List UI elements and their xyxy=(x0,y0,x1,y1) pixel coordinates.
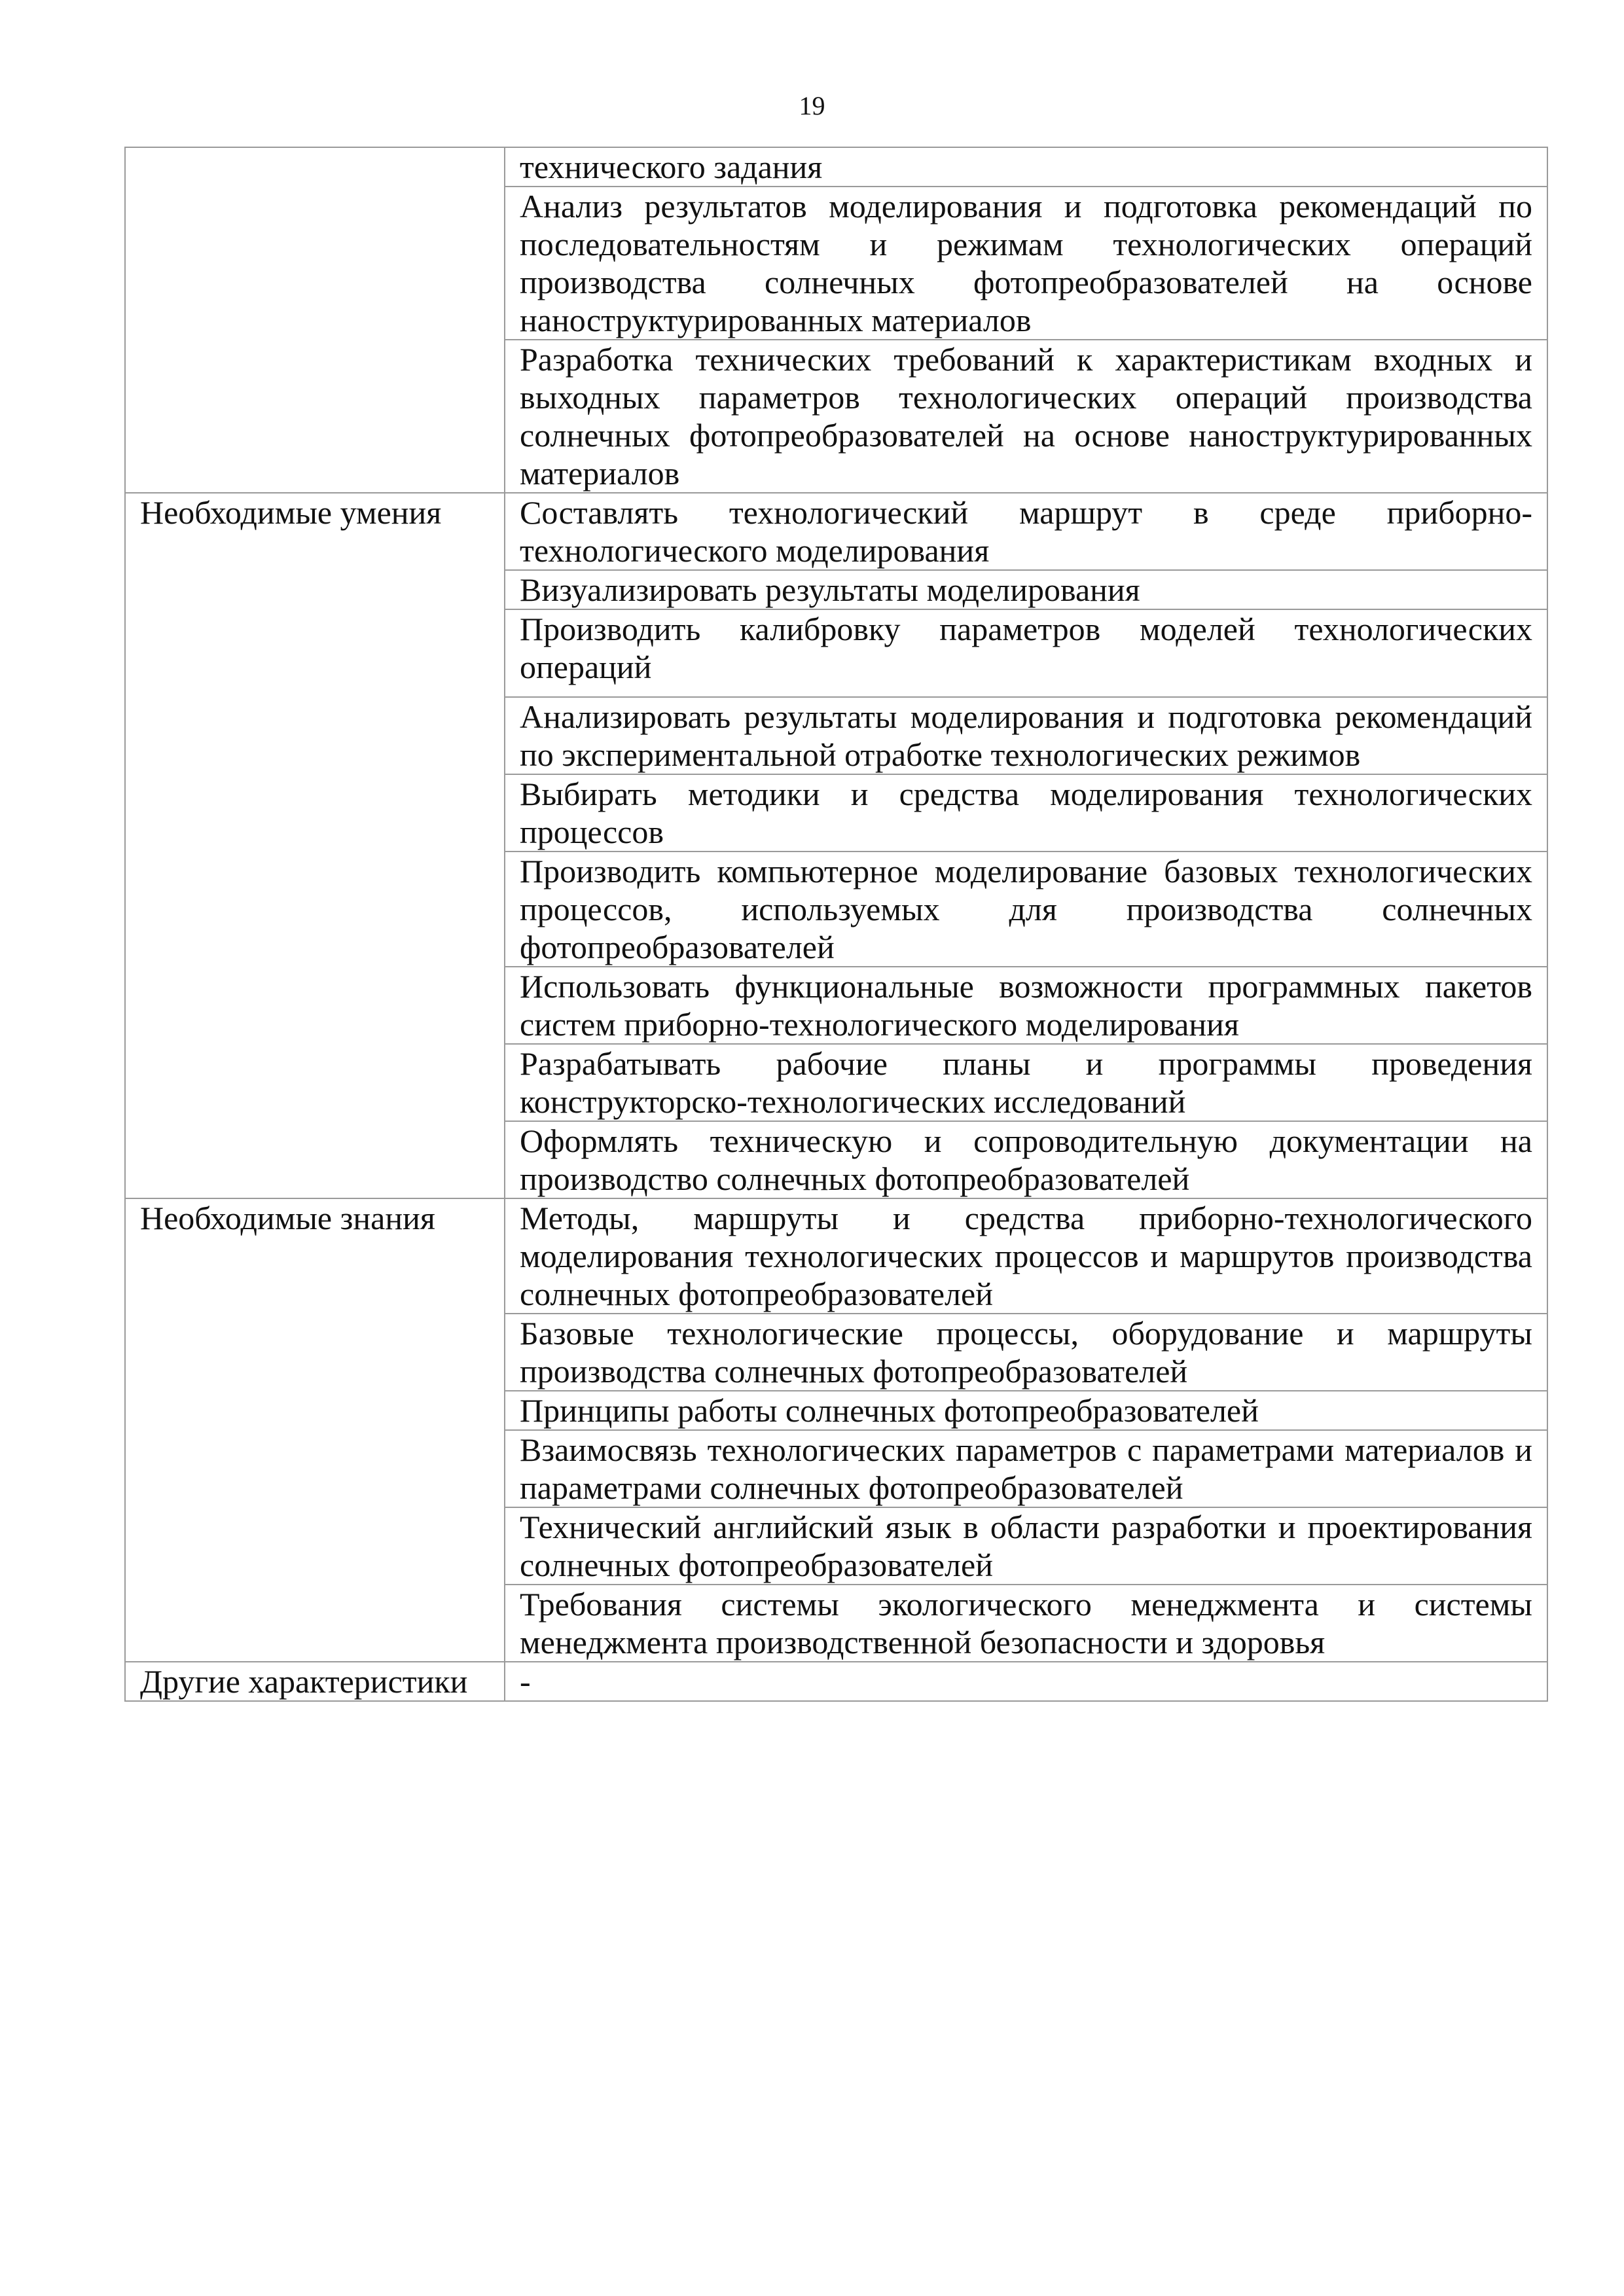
skill-item: Разрабатывать рабочие планы и программы проведения конструкторско-технологических исследований xyxy=(505,1044,1547,1121)
table-row xyxy=(125,493,1547,570)
knowledge-item: Принципы работы солнечных фотопреобразователей xyxy=(505,1391,1547,1430)
empty-label-cell xyxy=(125,147,505,493)
skill-item: Производить компьютерное моделирование базовых технологических процессов, используемых для производства солнечных фотопреобразователей xyxy=(505,852,1547,967)
requirements-table xyxy=(124,147,1548,1702)
knowledge-item: Методы, маршруты и средства приборно-технологического моделирования технологических процессов и маршрутов производства солнечных фотопреобразователей xyxy=(505,1198,1547,1314)
skill-item: Оформлять техническую и сопроводительную документации на производство солнечных фотопреобразователей xyxy=(505,1121,1547,1198)
table-row xyxy=(125,147,1547,187)
other-label: Другие характеристики xyxy=(125,1662,505,1701)
skill-item: Производить калибровку параметров моделей технологических операций xyxy=(505,609,1547,697)
skill-item: Анализировать результаты моделирования и подготовка рекомендаций по экспериментальной отработке технологических режимов xyxy=(505,697,1547,774)
skills-label: Необходимые умения xyxy=(125,493,505,1198)
skill-item: Визуализировать результаты моделирования xyxy=(505,570,1547,609)
table-row xyxy=(125,1198,1547,1314)
knowledge-label: Необходимые знания xyxy=(125,1198,505,1662)
skill-item: Составлять технологический маршрут в среде приборно-технологического моделирования xyxy=(505,493,1547,570)
knowledge-item: Взаимосвязь технологических параметров с параметрами материалов и параметрами солнечных фотопреобразователей xyxy=(505,1430,1547,1507)
knowledge-item: Технический английский язык в области разработки и проектирования солнечных фотопреобразователей xyxy=(505,1507,1547,1585)
knowledge-item: Требования системы экологического менеджмента и системы менеджмента производственной безопасности и здоровья xyxy=(505,1585,1547,1662)
other-value: - xyxy=(505,1662,1547,1701)
skill-item: Использовать функциональные возможности программных пакетов систем приборно-технологического моделирования xyxy=(505,967,1547,1044)
labor-action-text: Анализ результатов моделирования и подготовка рекомендаций по последовательностям и режимам технологических операций производства солнечных фотопреобразователей на основе наноструктурированных материалов xyxy=(505,187,1547,340)
labor-action-text: Разработка технических требований к характеристикам входных и выходных параметров технологических операций производства солнечных фотопреобразователей на основе наноструктурированных материалов xyxy=(505,340,1547,493)
knowledge-item: Базовые технологические процессы, оборудование и маршруты производства солнечных фотопреобразователей xyxy=(505,1314,1547,1391)
page-number: 19 xyxy=(799,91,825,120)
continuation-text: технического задания xyxy=(505,147,1547,187)
table-row xyxy=(125,1662,1547,1701)
skill-item: Выбирать методики и средства моделирования технологических процессов xyxy=(505,774,1547,852)
